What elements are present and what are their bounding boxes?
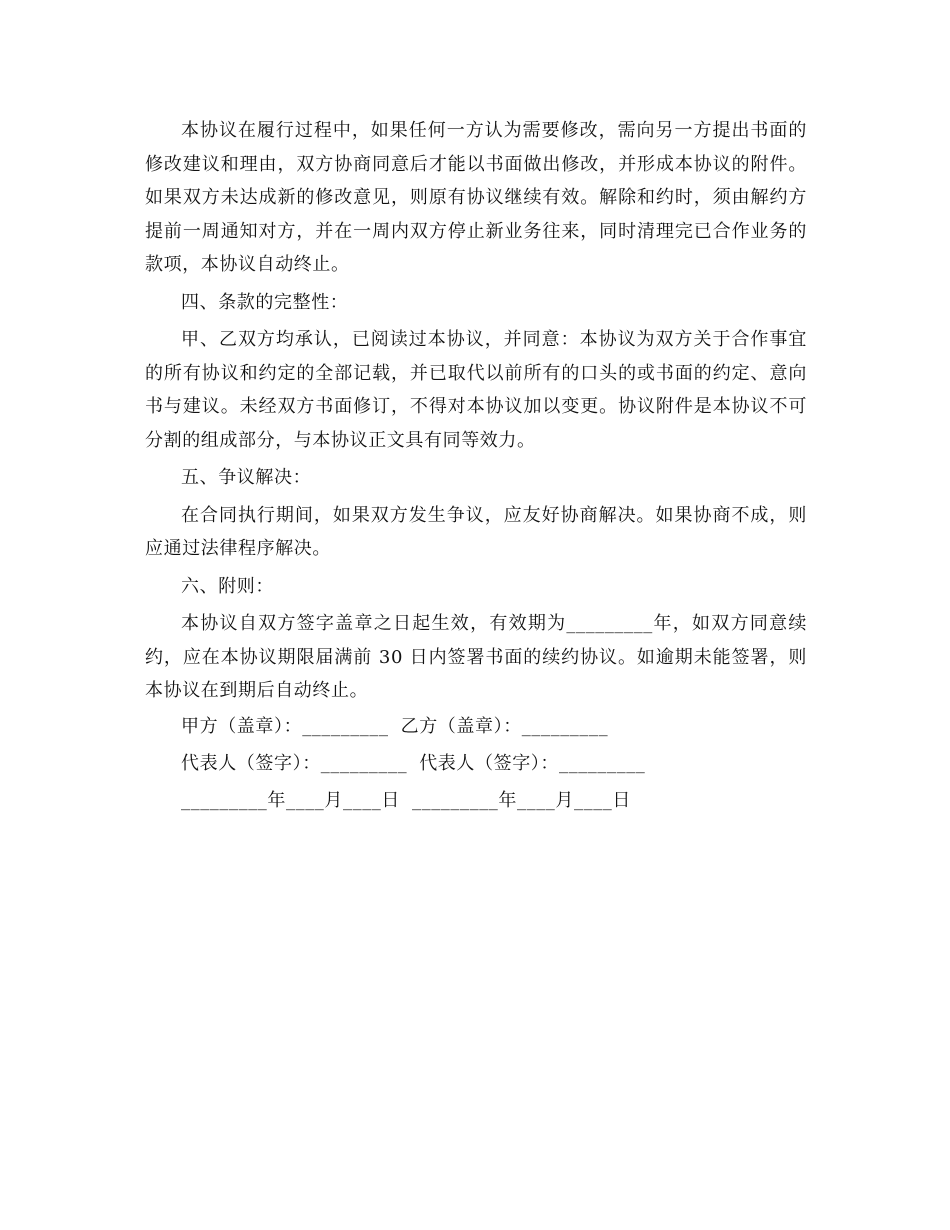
document-body: [145, 114, 807, 819]
seal-line: [145, 708, 807, 745]
section-heading-supplementary: 六、附则：: [181, 575, 274, 597]
section-heading-integrity: 四、条款的完整性：: [181, 291, 349, 313]
rep-a-signature: 代表人（签字）：_________: [181, 752, 408, 774]
section-heading-dispute: 五、争议解决：: [181, 467, 312, 488]
amendment-paragraph: 本协议在履行过程中，如果任何一方认为需要修改，需向另一方提出书面的修改建议和理由，双方协商同意后才能以书面做出修改，并形成本协议的附件。如果双方未达成新的修改意见，则原有协议继续有效。解除和约时，须由解约方提前一周通知对方，并在一周内双方停止新业务往来，同时清理完已合作业务的款项，本协议自动终止。: [145, 120, 807, 275]
rep-b-signature: 代表人（签字）：_________: [419, 752, 646, 774]
dispute-paragraph: 在合同执行期间，如果双方发生争议，应友好协商解决。如果协商不成，则应通过法律程序解决。: [145, 504, 807, 559]
representative-line: [145, 745, 807, 782]
date-a: _________年____月____日: [181, 789, 400, 811]
supplementary-paragraph: 本协议自双方签字盖章之日起生效，有效期为_________年，如双方同意续约，应在本协议期限届满前 30 日内签署书面的续约协议。如逾期未能签署，则本协议在到期后自动终止。: [145, 613, 807, 701]
integrity-paragraph: 甲、乙双方均承认，已阅读过本协议，并同意：本协议为双方关于合作事宜的所有协议和约定的全部记载，并已取代以前所有的口头的或书面的约定、意向书与建议。未经双方书面修订，不得对本协议加以变更。协议附件是本协议不可分割的组成部分，与本协议正文具有同等效力。: [145, 329, 807, 451]
date-line: [145, 782, 807, 819]
date-b: _________年____月____日: [412, 789, 631, 811]
party-b-seal: 乙方（盖章）：_________: [400, 715, 609, 737]
party-a-seal: 甲方（盖章）：_________: [181, 715, 389, 737]
